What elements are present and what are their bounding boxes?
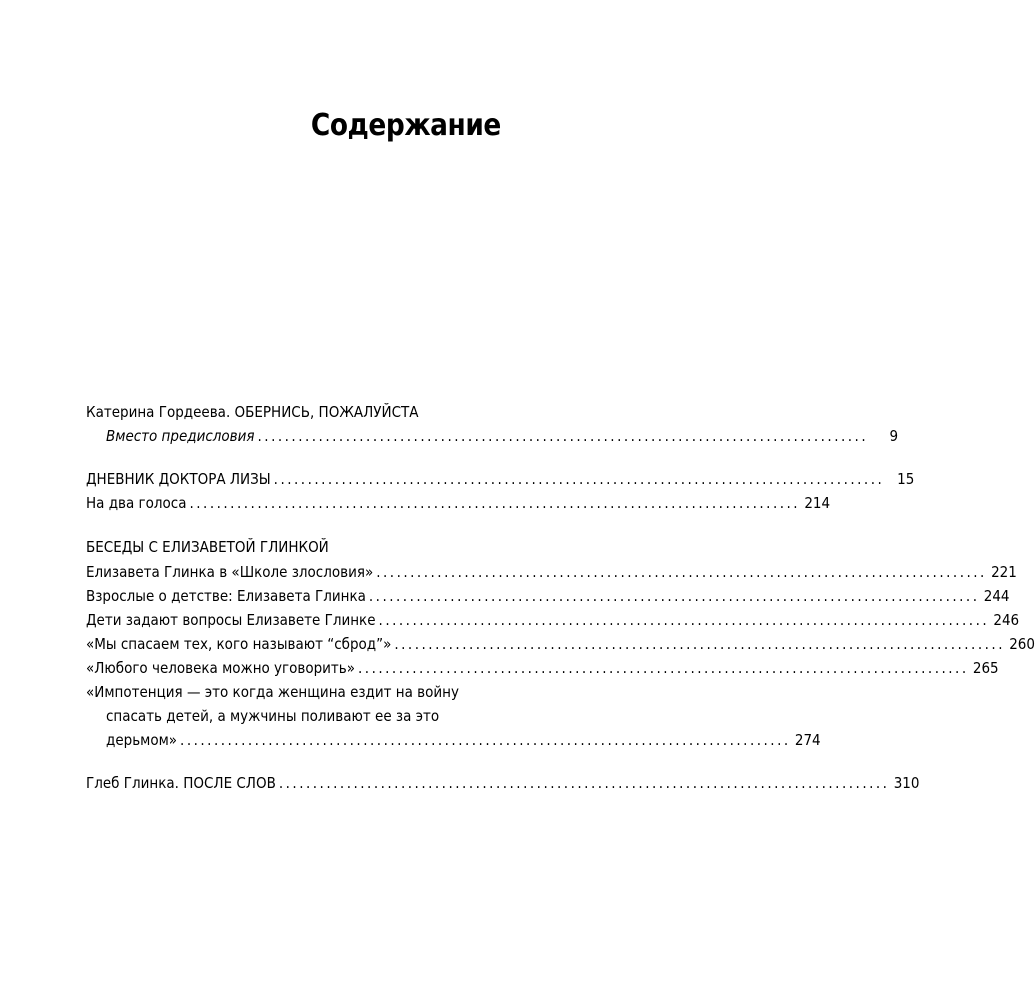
toc-entry-title-line: дерьмом» .......................................................................................... 274 xyxy=(86,728,498,752)
toc-entry-subtitle: Вместо предисловия xyxy=(106,427,255,445)
dot-leader: .......................................................................................... xyxy=(378,611,990,629)
table-of-contents xyxy=(86,400,1035,795)
page-title: Содержание xyxy=(311,108,501,143)
dot-leader: .......................................................................................... xyxy=(358,659,969,677)
page-number: 260 xyxy=(1009,635,1035,653)
toc-entry-gordeeva xyxy=(86,400,899,448)
toc-entry-vzroslye-o-detstve xyxy=(86,584,1010,608)
dot-leader: .......................................................................................... xyxy=(278,774,890,792)
toc-entry-title: Глеб Глинка. ПОСЛЕ СЛОВ xyxy=(86,774,276,792)
toc-entry-title: ДНЕВНИК ДОКТОРА ЛИЗЫ xyxy=(86,470,271,488)
toc-entry-title: Катерина Гордеева. ОБЕРНИСЬ, ПОЖАЛУЙСТА xyxy=(86,403,419,421)
page-number: 246 xyxy=(993,611,1020,629)
toc-entry-shkola-zloslovia xyxy=(86,560,1017,584)
toc-entry-my-spasaem xyxy=(86,632,1035,656)
dot-leader: .......................................................................................... xyxy=(376,563,987,581)
toc-entry-title-line: спасать детей, а мужчины поливают ее за это xyxy=(106,707,440,725)
toc-entry-title-line: «Импотенция — это когда женщина ездит на войну xyxy=(86,683,459,701)
page-number: 244 xyxy=(983,587,1010,605)
toc-entry-lyubogo-cheloveka xyxy=(86,656,999,680)
toc-entry-dnevnik xyxy=(86,467,915,491)
dot-leader: .......................................................................................... xyxy=(189,494,801,512)
dot-leader: .......................................................................................... xyxy=(180,731,791,749)
dot-leader: .......................................................................................... xyxy=(394,635,1005,653)
page-number: 9 xyxy=(889,427,899,445)
toc-entry-impotenciya xyxy=(86,680,821,752)
toc-entry-title: На два голоса xyxy=(86,494,187,512)
page-number: 15 xyxy=(897,470,915,488)
page-number: 274 xyxy=(794,731,821,749)
toc-entry-deti-zadayut-voprosy xyxy=(86,608,1020,632)
dot-leader: .......................................................................................... xyxy=(368,587,980,605)
toc-entry-posle-slov xyxy=(86,771,920,795)
page-number: 221 xyxy=(991,563,1017,581)
page-number: 214 xyxy=(804,494,831,512)
dot-leader: .......................................................................................... xyxy=(257,427,869,445)
toc-entry-title: Елизавета Глинка в «Школе злословия» xyxy=(86,563,374,581)
toc-entry-title: «Мы спасаем тех, кого называют “сброд”» xyxy=(86,635,392,653)
dot-leader: .......................................................................................... xyxy=(273,470,885,488)
page-number: 265 xyxy=(972,659,999,677)
toc-section-heading: БЕСЕДЫ С ЕЛИЗАВЕТОЙ ГЛИНКОЙ xyxy=(86,538,329,556)
toc-entry-na-dva-golosa xyxy=(86,491,831,515)
toc-entry-title: «Любого человека можно уговорить» xyxy=(86,659,355,677)
toc-entry-subtitle-line xyxy=(86,424,899,448)
page-number: 310 xyxy=(893,774,920,792)
toc-entry-title: Дети задают вопросы Елизавете Глинке xyxy=(86,611,376,629)
toc-entry-title: Взрослые о детстве: Елизавета Глинка xyxy=(86,587,366,605)
